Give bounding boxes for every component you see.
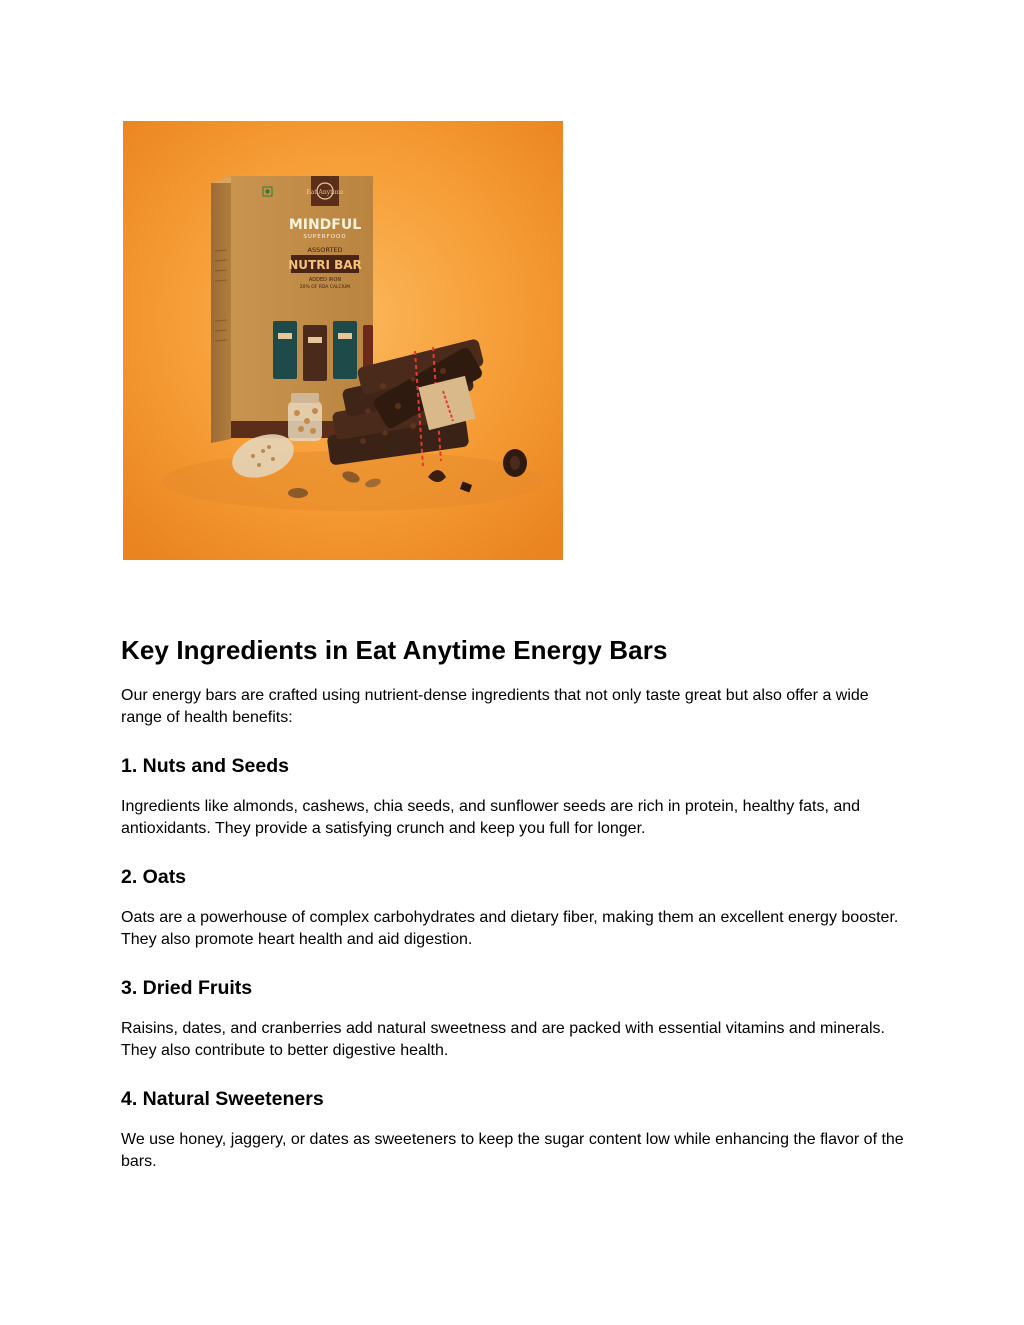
svg-text:SUPERFOOD: SUPERFOOD	[303, 234, 347, 240]
article-intro: Our energy bars are crafted using nutrient-dense ingredients that not only taste great but also offer a wide range of health benefits:	[121, 687, 869, 726]
section-heading: 1. Nuts and Seeds	[121, 755, 289, 777]
section-body: We use honey, jaggery, or dates as sweeteners to keep the sugar content low while enhancing the flavor of the bars.	[121, 1131, 904, 1170]
brand-logo: Eat Anytime	[306, 189, 344, 196]
section-heading: 2. Oats	[121, 866, 187, 888]
section-natural-sweeteners	[121, 1085, 911, 1173]
svg-text:20% OF RDA CALCIUM: 20% OF RDA CALCIUM	[299, 285, 351, 290]
section-heading: 3. Dried Fruits	[121, 977, 253, 999]
svg-text:ADDED IRON: ADDED IRON	[308, 277, 342, 283]
svg-text:NUTRI BAR: NUTRI BAR	[288, 258, 362, 272]
article-title: Key Ingredients in Eat Anytime Energy Bars	[121, 635, 668, 665]
section-body: Ingredients like almonds, cashews, chia seeds, and sunflower seeds are rich in protein, healthy fats, and antioxidants. They provide a satisfying crunch and keep you full for longer.	[121, 798, 861, 837]
article	[121, 630, 911, 1173]
section-body: Oats are a powerhouse of complex carbohydrates and dietary fiber, making them an excellent energy booster. They also promote heart health and aid digestion.	[121, 909, 899, 948]
section-nuts-and-seeds	[121, 752, 911, 840]
section-oats	[121, 863, 911, 951]
section-heading: 4. Natural Sweeteners	[121, 1088, 324, 1110]
section-dried-fruits	[121, 974, 911, 1062]
svg-text:ASSORTED: ASSORTED	[307, 246, 343, 254]
product-photo	[123, 121, 563, 560]
section-body: Raisins, dates, and cranberries add natural sweetness and are packed with essential vitamins and minerals. They also contribute to better digestive health.	[121, 1020, 885, 1059]
svg-text:MINDFUL: MINDFUL	[288, 217, 362, 233]
